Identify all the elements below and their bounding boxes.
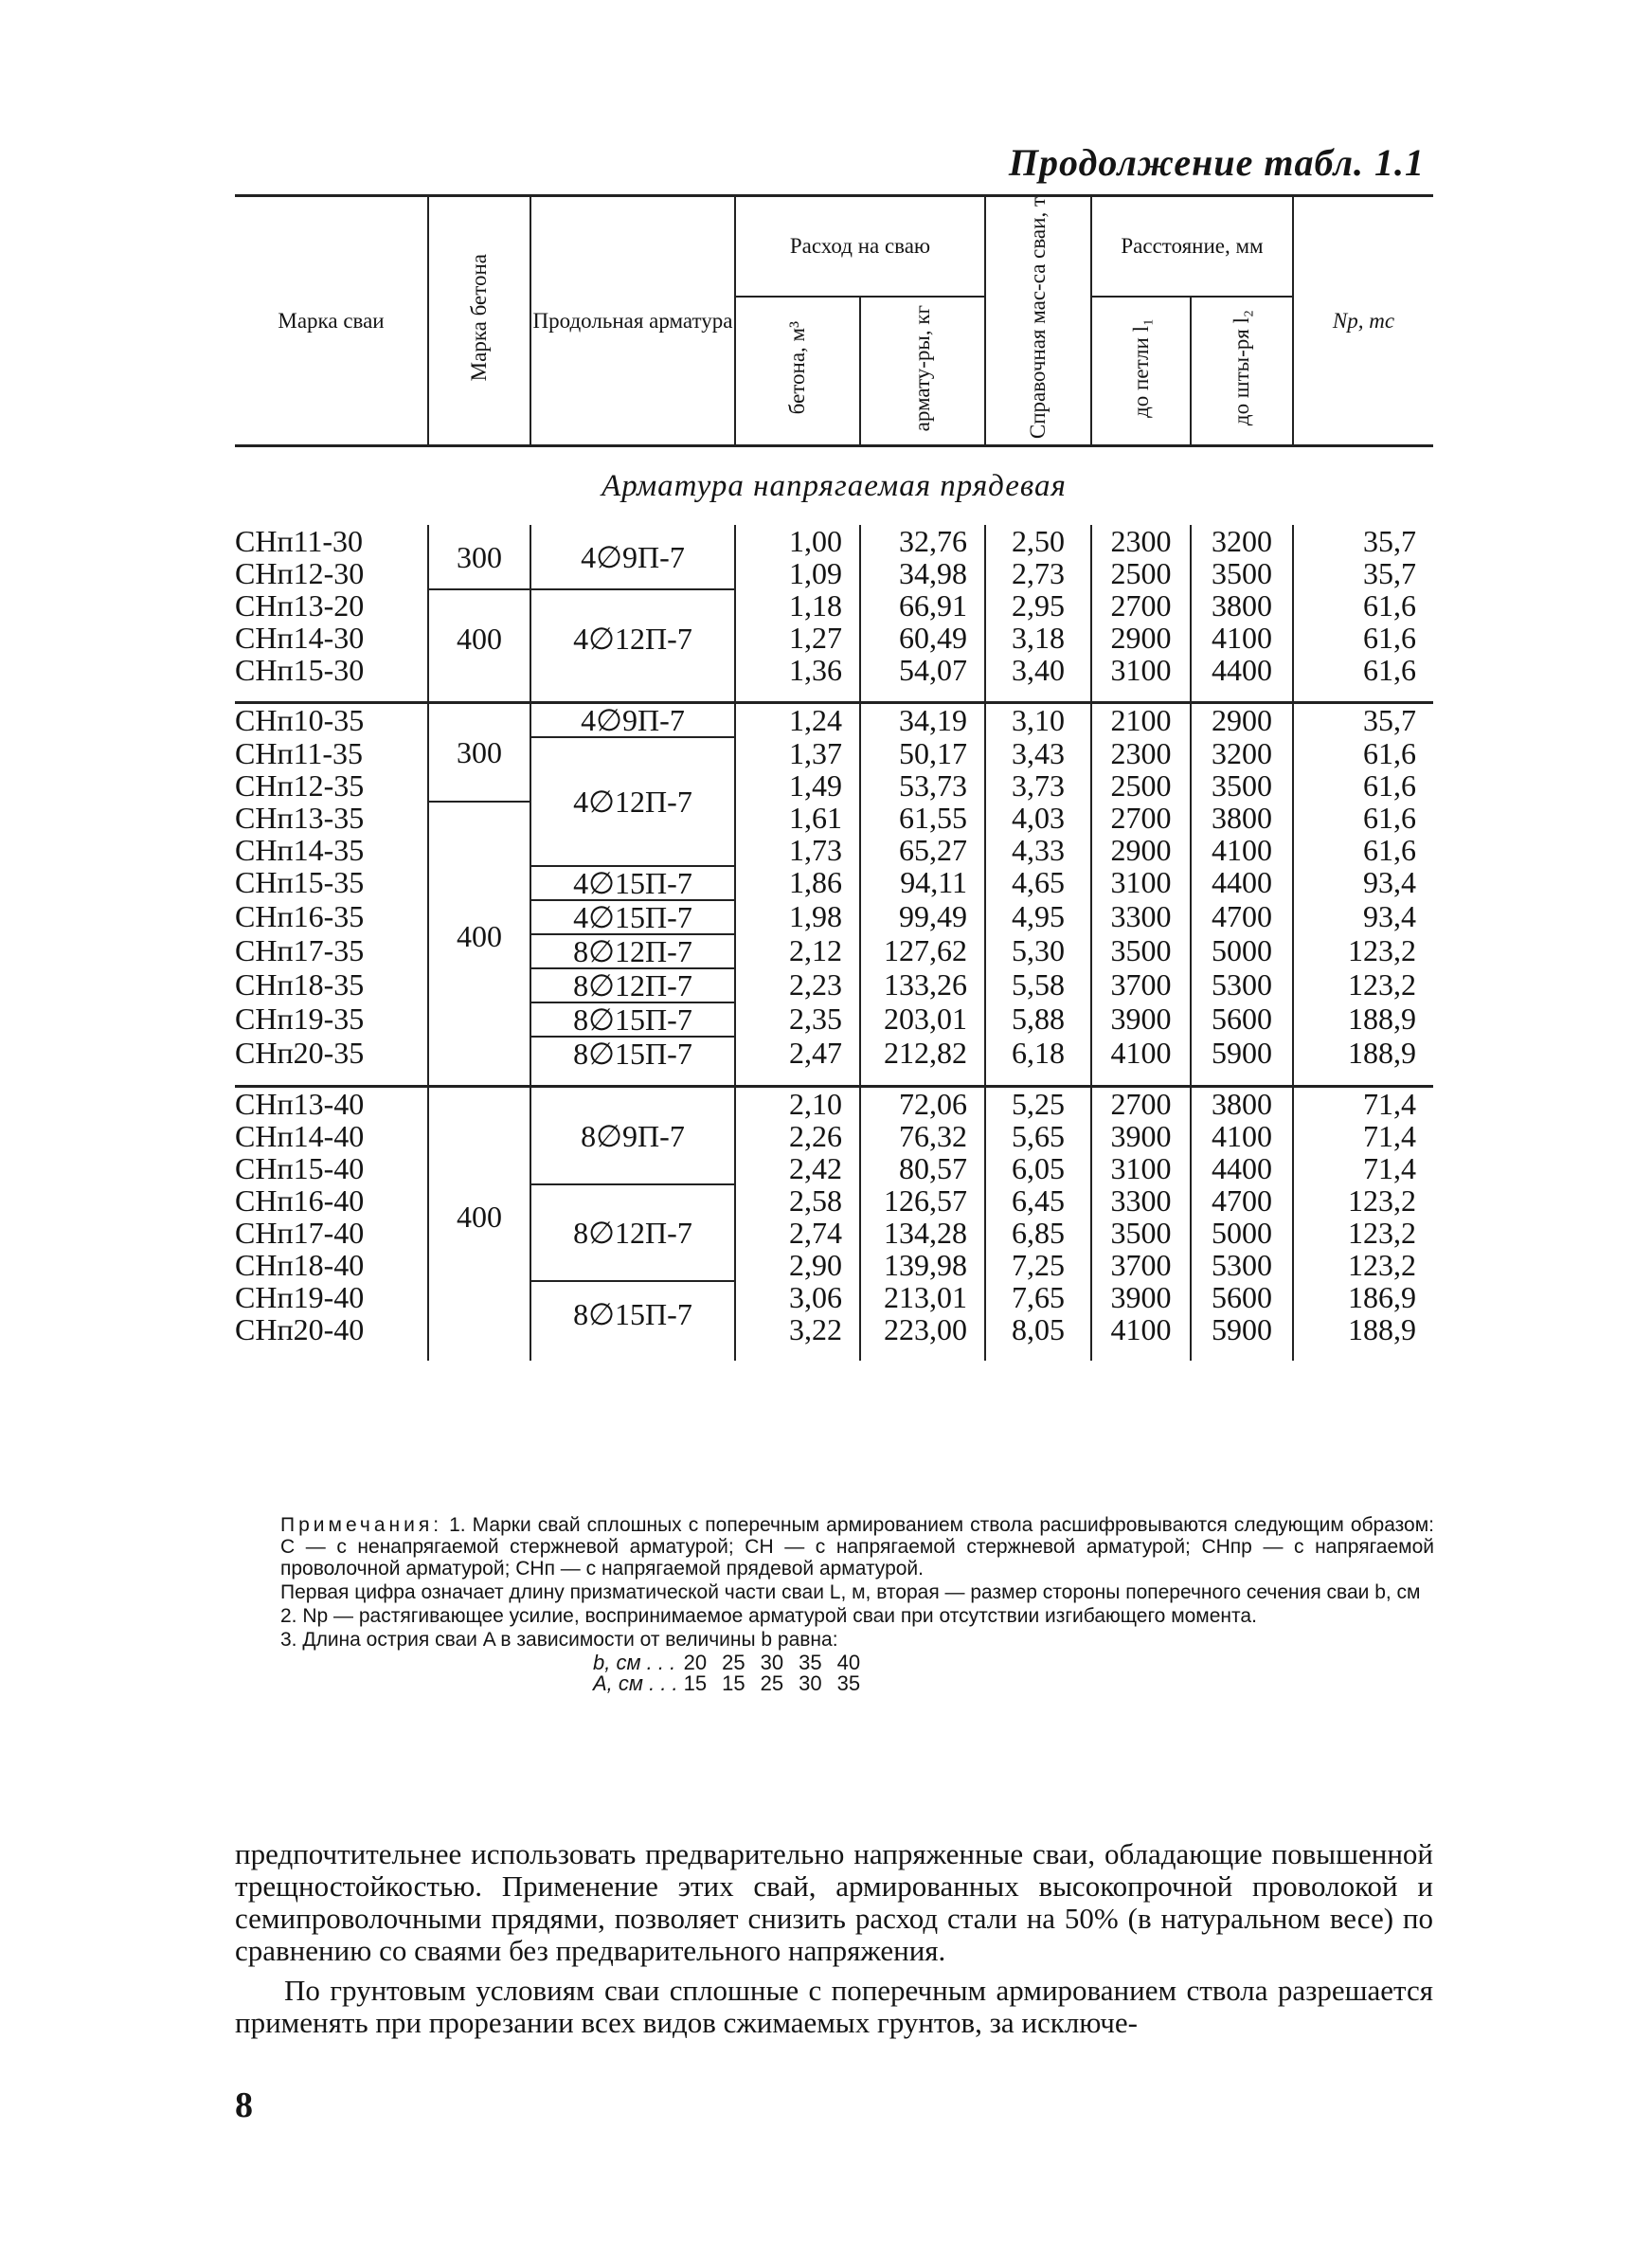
table-row — [235, 1184, 1433, 1217]
table-row — [235, 1037, 1433, 1070]
table-row — [235, 1313, 1433, 1345]
pile-mark-cell: СНп15-40 — [235, 1151, 365, 1186]
concrete-volume-cell: 2,90 — [735, 1249, 860, 1281]
reinforcement-cell: 8∅12П-7 — [530, 968, 735, 1002]
loop-distance-cell: 3300 — [1091, 900, 1191, 934]
table-row — [235, 557, 1433, 589]
header-pile-mark: Марка сваи — [235, 196, 428, 446]
pile-mass-cell: 5,65 — [985, 1120, 1091, 1152]
loop-distance-cell: 2900 — [1091, 834, 1191, 866]
table-row — [235, 654, 1433, 686]
table-row — [235, 802, 1433, 834]
pile-mark-cell: СНп10-35 — [235, 703, 365, 738]
pin-distance-cell: 5900 — [1191, 1313, 1293, 1345]
header-distance: Расстояние, мм — [1091, 196, 1293, 297]
loop-distance-cell: 3500 — [1091, 1217, 1191, 1249]
header-np: Nр, тс — [1293, 196, 1433, 446]
pile-mark-cell: СНп19-35 — [235, 1002, 365, 1037]
concrete-volume-cell: 2,42 — [735, 1152, 860, 1184]
pin-distance-cell: 3200 — [1191, 525, 1293, 557]
concrete-volume-cell: 1,49 — [735, 769, 860, 802]
pile-mass-cell: 7,25 — [985, 1249, 1091, 1281]
pile-mass-cell: 3,73 — [985, 769, 1091, 802]
concrete-mark-cell: 400 — [428, 589, 530, 686]
pile-mark-cell: СНп12-30 — [235, 556, 365, 591]
pile-mass-cell: 3,10 — [985, 703, 1091, 738]
reinforcement-cell: 8∅15П-7 — [530, 1002, 735, 1037]
loop-distance-cell: 2700 — [1091, 802, 1191, 834]
table-row — [235, 866, 1433, 900]
concrete-volume-cell: 1,37 — [735, 737, 860, 769]
tensile-force-cell: 61,6 — [1293, 654, 1433, 686]
concrete-volume-cell: 1,09 — [735, 557, 860, 589]
steel-mass-cell: 76,32 — [860, 1120, 985, 1152]
table-row — [235, 703, 1433, 738]
pin-distance-cell: 5600 — [1191, 1002, 1293, 1037]
loop-distance-cell: 3100 — [1091, 866, 1191, 900]
concrete-volume-cell: 1,00 — [735, 525, 860, 557]
concrete-mark-cell: 400 — [428, 802, 530, 1070]
pile-mass-cell: 3,18 — [985, 622, 1091, 654]
loop-distance-cell: 2500 — [1091, 769, 1191, 802]
header-long-reinforcement: Продольная арматура — [530, 196, 735, 446]
group-spacer — [235, 1345, 1433, 1361]
tensile-force-cell: 71,4 — [1293, 1120, 1433, 1152]
reinforcement-cell: 8∅12П-7 — [530, 934, 735, 968]
table-row — [235, 1152, 1433, 1184]
pile-mass-cell: 3,40 — [985, 654, 1091, 686]
concrete-volume-cell: 1,36 — [735, 654, 860, 686]
tensile-force-cell: 35,7 — [1293, 703, 1433, 738]
loop-distance-cell: 2300 — [1091, 737, 1191, 769]
header-reinforcement-kg: армату-ры, кг — [860, 297, 985, 446]
loop-distance-cell: 3900 — [1091, 1002, 1191, 1037]
tensile-force-cell: 61,6 — [1293, 769, 1433, 802]
loop-distance-cell: 2100 — [1091, 703, 1191, 738]
concrete-mark-cell: 300 — [428, 703, 530, 803]
steel-mass-cell: 213,01 — [860, 1281, 985, 1313]
concrete-volume-cell: 2,47 — [735, 1037, 860, 1070]
pile-mark-cell: СНп17-40 — [235, 1216, 365, 1251]
steel-mass-cell: 223,00 — [860, 1313, 985, 1345]
steel-mass-cell: 53,73 — [860, 769, 985, 802]
concrete-volume-cell: 1,73 — [735, 834, 860, 866]
pile-mass-cell: 4,95 — [985, 900, 1091, 934]
body-paragraph-2: По грунтовым условиям сваи сплошные с поперечным армированием ствола разрешается применять при прорезании всех видов сжимаемых грунтов, за исключе- — [235, 1974, 1433, 2039]
tip-length-table — [593, 1652, 875, 1694]
pin-distance-cell: 4400 — [1191, 866, 1293, 900]
tensile-force-cell: 123,2 — [1293, 968, 1433, 1002]
table-row — [235, 1002, 1433, 1037]
pin-distance-cell: 3800 — [1191, 802, 1293, 834]
concrete-volume-cell: 2,58 — [735, 1184, 860, 1217]
concrete-volume-cell: 3,06 — [735, 1281, 860, 1313]
note-1b: Первая цифра означает длину призматической части сваи L, м, вторая — размер стороны поперечного сечения сваи b, см — [280, 1581, 1421, 1603]
table-group — [235, 703, 1433, 1087]
pile-mass-cell: 2,73 — [985, 557, 1091, 589]
concrete-volume-cell: 2,35 — [735, 1002, 860, 1037]
concrete-volume-cell: 2,12 — [735, 934, 860, 968]
concrete-volume-cell: 1,27 — [735, 622, 860, 654]
page-number: 8 — [235, 2085, 253, 2125]
tensile-force-cell: 61,6 — [1293, 802, 1433, 834]
tensile-force-cell: 123,2 — [1293, 1249, 1433, 1281]
pin-distance-cell: 5900 — [1191, 1037, 1293, 1070]
table-notes — [280, 1514, 1434, 1694]
steel-mass-cell: 61,55 — [860, 802, 985, 834]
concrete-mark-cell: 400 — [428, 1087, 530, 1346]
pile-mark-cell: СНп16-40 — [235, 1183, 365, 1219]
pile-mark-cell: СНп12-35 — [235, 768, 365, 803]
loop-distance-cell: 4100 — [1091, 1313, 1191, 1345]
loop-distance-cell: 3700 — [1091, 1249, 1191, 1281]
pile-table — [235, 194, 1433, 1361]
tensile-force-cell: 123,2 — [1293, 934, 1433, 968]
pile-mark-cell: СНп15-30 — [235, 653, 365, 688]
tensile-force-cell: 71,4 — [1293, 1152, 1433, 1184]
tensile-force-cell: 188,9 — [1293, 1313, 1433, 1345]
pin-distance-cell: 5300 — [1191, 968, 1293, 1002]
pile-mass-cell: 6,85 — [985, 1217, 1091, 1249]
pile-mass-cell: 4,03 — [985, 802, 1091, 834]
concrete-volume-cell: 1,24 — [735, 703, 860, 738]
reinforcement-cell: 4∅9П-7 — [530, 525, 735, 589]
pile-mass-cell: 6,05 — [985, 1152, 1091, 1184]
concrete-volume-cell: 1,18 — [735, 589, 860, 622]
note-2: 2. Nр — растягивающее усилие, воспринимаемое арматурой сваи при отсутствии изгибающего момента. — [280, 1605, 1257, 1627]
tensile-force-cell: 93,4 — [1293, 866, 1433, 900]
table-row — [235, 622, 1433, 654]
tensile-force-cell: 71,4 — [1293, 1087, 1433, 1121]
reinforcement-cell: 4∅15П-7 — [530, 900, 735, 934]
group-spacer — [235, 686, 1433, 703]
header-to-pin: до шты-ря l₂ — [1191, 297, 1293, 446]
tensile-force-cell: 61,6 — [1293, 622, 1433, 654]
pile-mark-cell: СНп11-35 — [235, 736, 364, 771]
loop-distance-cell: 2500 — [1091, 557, 1191, 589]
steel-mass-cell: 34,19 — [860, 703, 985, 738]
steel-mass-cell: 65,27 — [860, 834, 985, 866]
steel-mass-cell: 32,76 — [860, 525, 985, 557]
steel-mass-cell: 212,82 — [860, 1037, 985, 1070]
tensile-force-cell: 35,7 — [1293, 557, 1433, 589]
table-row — [235, 934, 1433, 968]
pin-distance-cell: 5600 — [1191, 1281, 1293, 1313]
pin-distance-cell: 2900 — [1191, 703, 1293, 738]
pile-mass-cell: 5,30 — [985, 934, 1091, 968]
tensile-force-cell: 123,2 — [1293, 1217, 1433, 1249]
tensile-force-cell: 93,4 — [1293, 900, 1433, 934]
table-row — [235, 1249, 1433, 1281]
header-to-loop: до петли l₁ — [1091, 297, 1191, 446]
body-paragraph-1: предпочтительнее использовать предварительно напряженные сваи, обладающие повышенной трещностойкостью. Применение этих свай, армированных высокопрочной проволокой и семипроволочными прядями, позволяет снизить расход стали на 50% (в натуральном весе) по сравнению со сваями без предварительного напряжения. — [235, 1837, 1433, 1967]
header-concrete-m3: бетона, м³ — [735, 297, 860, 446]
steel-mass-cell: 127,62 — [860, 934, 985, 968]
pin-distance-cell: 3200 — [1191, 737, 1293, 769]
reinforcement-cell: 8∅15П-7 — [530, 1037, 735, 1070]
pin-distance-cell: 4100 — [1191, 1120, 1293, 1152]
pin-distance-cell: 5000 — [1191, 934, 1293, 968]
pin-distance-cell: 4700 — [1191, 1184, 1293, 1217]
pile-mass-cell: 2,50 — [985, 525, 1091, 557]
tensile-force-cell: 188,9 — [1293, 1037, 1433, 1070]
pile-mark-cell: СНп14-40 — [235, 1119, 365, 1154]
table-row — [235, 1217, 1433, 1249]
steel-mass-cell: 126,57 — [860, 1184, 985, 1217]
pile-mark-cell: СНп18-35 — [235, 967, 365, 1002]
loop-distance-cell: 2700 — [1091, 1087, 1191, 1121]
steel-mass-cell: 72,06 — [860, 1087, 985, 1121]
table-group — [235, 525, 1433, 703]
pin-distance-cell: 4100 — [1191, 834, 1293, 866]
header-concrete-mark: Марка бетона — [428, 196, 530, 446]
loop-distance-cell: 2900 — [1091, 622, 1191, 654]
steel-mass-cell: 34,98 — [860, 557, 985, 589]
pile-mass-cell: 6,18 — [985, 1037, 1091, 1070]
table-row — [235, 525, 1433, 557]
pile-mass-cell: 6,45 — [985, 1184, 1091, 1217]
steel-mass-cell: 203,01 — [860, 1002, 985, 1037]
table-row — [235, 1281, 1433, 1313]
pile-mass-cell: 2,95 — [985, 589, 1091, 622]
pile-mark-cell: СНп13-40 — [235, 1087, 365, 1122]
header-reference-mass: Справочная мас-са сваи, т — [985, 196, 1091, 446]
pile-mark-cell: СНп18-40 — [235, 1248, 365, 1283]
tensile-force-cell: 123,2 — [1293, 1184, 1433, 1217]
steel-mass-cell: 133,26 — [860, 968, 985, 1002]
reinforcement-cell: 8∅9П-7 — [530, 1087, 735, 1185]
loop-distance-cell: 2700 — [1091, 589, 1191, 622]
pin-distance-cell: 5000 — [1191, 1217, 1293, 1249]
concrete-volume-cell: 1,86 — [735, 866, 860, 900]
pin-distance-cell: 4400 — [1191, 1152, 1293, 1184]
table-row — [235, 1120, 1433, 1152]
steel-mass-cell: 99,49 — [860, 900, 985, 934]
tensile-force-cell: 188,9 — [1293, 1002, 1433, 1037]
note-3: 3. Длина острия сваи A в зависимости от величины b равна: — [280, 1629, 838, 1651]
notes-heading: Примечания: — [280, 1514, 443, 1536]
pin-distance-cell: 3500 — [1191, 769, 1293, 802]
pin-distance-cell: 5300 — [1191, 1249, 1293, 1281]
loop-distance-cell: 3900 — [1091, 1281, 1191, 1313]
pile-mark-cell: СНп14-30 — [235, 621, 365, 656]
tensile-force-cell: 61,6 — [1293, 589, 1433, 622]
pile-mass-cell: 4,33 — [985, 834, 1091, 866]
concrete-volume-cell: 1,98 — [735, 900, 860, 934]
pile-mark-cell: СНп20-35 — [235, 1036, 365, 1071]
concrete-volume-cell: 2,23 — [735, 968, 860, 1002]
loop-distance-cell: 3500 — [1091, 934, 1191, 968]
pile-mark-cell: СНп11-30 — [235, 524, 364, 559]
concrete-volume-cell: 1,61 — [735, 802, 860, 834]
loop-distance-cell: 4100 — [1091, 1037, 1191, 1070]
reinforcement-cell: 4∅12П-7 — [530, 589, 735, 686]
tip-b-row: b, см . . . 20 25 30 35 40 — [593, 1651, 861, 1674]
pile-mass-cell: 5,88 — [985, 1002, 1091, 1037]
pile-mark-cell: СНп13-20 — [235, 588, 365, 623]
table-row — [235, 1087, 1433, 1121]
reinforcement-cell: 4∅15П-7 — [530, 866, 735, 900]
steel-mass-cell: 139,98 — [860, 1249, 985, 1281]
pin-distance-cell: 3800 — [1191, 589, 1293, 622]
concrete-volume-cell: 2,74 — [735, 1217, 860, 1249]
note-1: 1. Марки свай сплошных с поперечным армированием ствола расшифровываются следующим образом: С — с ненапрягаемой стержневой арматурой; СН — с напрягаемой стержневой арматурой; СНпр — с напрягаемой проволочной арматурой; СНп — с напрягаемой прядевой арматурой. — [280, 1514, 1434, 1580]
pile-mass-cell: 5,58 — [985, 968, 1091, 1002]
loop-distance-cell: 3100 — [1091, 1152, 1191, 1184]
continuation-title: Продолжение табл. 1.1 — [1008, 141, 1425, 184]
steel-mass-cell: 134,28 — [860, 1217, 985, 1249]
steel-mass-cell: 94,11 — [860, 866, 985, 900]
loop-distance-cell: 3900 — [1091, 1120, 1191, 1152]
table-row — [235, 589, 1433, 622]
table-row — [235, 900, 1433, 934]
steel-mass-cell: 80,57 — [860, 1152, 985, 1184]
pin-distance-cell: 3500 — [1191, 557, 1293, 589]
table-row — [235, 769, 1433, 802]
steel-mass-cell: 60,49 — [860, 622, 985, 654]
pile-mark-cell: СНп14-35 — [235, 833, 365, 868]
loop-distance-cell: 2300 — [1091, 525, 1191, 557]
steel-mass-cell: 50,17 — [860, 737, 985, 769]
pile-mass-cell: 4,65 — [985, 866, 1091, 900]
tensile-force-cell: 186,9 — [1293, 1281, 1433, 1313]
steel-mass-cell: 54,07 — [860, 654, 985, 686]
pile-mass-cell: 8,05 — [985, 1313, 1091, 1345]
group-spacer — [235, 1070, 1433, 1087]
concrete-volume-cell: 3,22 — [735, 1313, 860, 1345]
reinforcement-cell: 4∅9П-7 — [530, 703, 735, 738]
section-title: Арматура напрягаемая прядевая — [602, 469, 1067, 504]
header-consumption: Расход на сваю — [735, 196, 985, 297]
steel-mass-cell: 66,91 — [860, 589, 985, 622]
table-row — [235, 834, 1433, 866]
pin-distance-cell: 4400 — [1191, 654, 1293, 686]
loop-distance-cell: 3700 — [1091, 968, 1191, 1002]
concrete-volume-cell: 2,26 — [735, 1120, 860, 1152]
loop-distance-cell: 3100 — [1091, 654, 1191, 686]
table-row — [235, 968, 1433, 1002]
pile-mass-cell: 7,65 — [985, 1281, 1091, 1313]
pile-mark-cell: СНп19-40 — [235, 1280, 365, 1315]
reinforcement-cell: 8∅12П-7 — [530, 1184, 735, 1281]
pin-distance-cell: 4100 — [1191, 622, 1293, 654]
table-row — [235, 737, 1433, 769]
pile-mass-cell: 5,25 — [985, 1087, 1091, 1121]
reinforcement-cell: 8∅15П-7 — [530, 1281, 735, 1345]
tensile-force-cell: 61,6 — [1293, 737, 1433, 769]
pin-distance-cell: 3800 — [1191, 1087, 1293, 1121]
pile-mark-cell: СНп15-35 — [235, 865, 365, 900]
concrete-mark-cell: 300 — [428, 525, 530, 589]
loop-distance-cell: 3300 — [1091, 1184, 1191, 1217]
table-group — [235, 1087, 1433, 1362]
concrete-volume-cell: 2,10 — [735, 1087, 860, 1121]
body-text — [235, 1838, 1433, 2047]
pile-mass-cell: 3,43 — [985, 737, 1091, 769]
tensile-force-cell: 61,6 — [1293, 834, 1433, 866]
pile-mark-cell: СНп17-35 — [235, 933, 365, 968]
pin-distance-cell: 4700 — [1191, 900, 1293, 934]
tensile-force-cell: 35,7 — [1293, 525, 1433, 557]
pile-mark-cell: СНп16-35 — [235, 899, 365, 934]
pile-mark-cell: СНп20-40 — [235, 1312, 365, 1347]
pile-mark-cell: СНп13-35 — [235, 801, 365, 836]
tip-a-row: A, см . . . 15 15 25 30 35 — [593, 1671, 861, 1695]
reinforcement-cell: 4∅12П-7 — [530, 737, 735, 866]
